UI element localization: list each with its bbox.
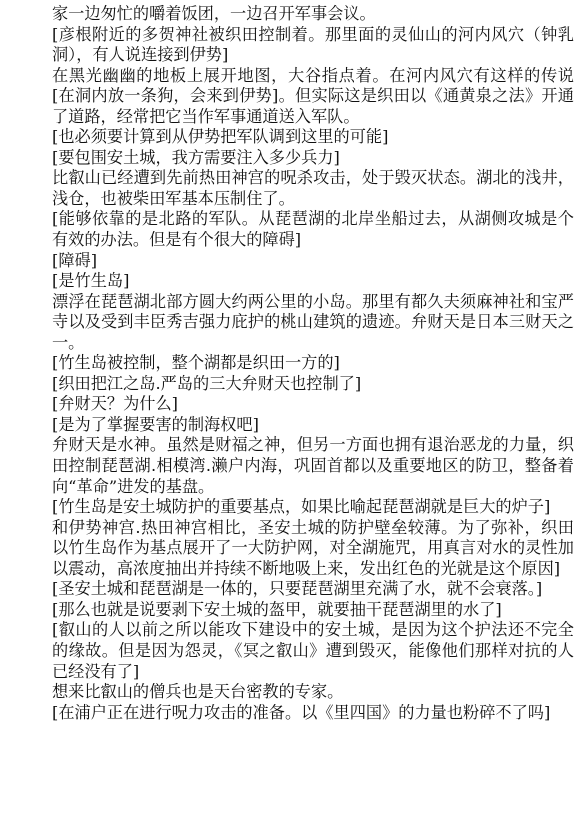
paragraph-13: [弁财天？为什么] xyxy=(52,394,178,414)
paragraph-3: 在黑光幽幽的地板上展开地图，大谷指点着。在河内风穴有这样的传说[在洞内放一条狗，会来到伊势]。但实际这是织田以《通黄泉之法》开通了道路，经常把它当作军事通道送入军队。 xyxy=(52,65,574,126)
paragraph-17: 和伊势神宫.热田神宫相比，圣安土城的防护壁垒较薄。为了弥补，织田以竹生岛作为基点展开了一大防护网，对全湖施咒，用真言对水的灵性加以震动，高浓度抽出并持续不断地吸上来，发出红色的光就是这个原因] xyxy=(52,517,574,578)
paragraph-6: 比叡山已经遭到先前热田神宫的呪杀攻击，处于毁灭状态。湖北的浅井，浅仓，也被柴田军基本压制住了。 xyxy=(52,168,574,208)
paragraph-19: [那么也就是说要剥下安土城的盔甲，就要抽干琵琶湖里的水了] xyxy=(52,599,502,619)
paragraph-14: [是为了掌握要害的制海权吧] xyxy=(52,414,259,434)
paragraph-18: [圣安土城和琵琶湖是一体的，只要琵琶湖里充满了水，就不会衰落。] xyxy=(52,579,543,599)
paragraph-2: [彦根附近的多贺神社被织田控制着。那里面的灵仙山的河内风穴（钟乳洞），有人说连接到伊势] xyxy=(52,24,574,65)
paragraph-20: [叡山的人以前之所以能攻下建设中的安土城，是因为这个护法还不完全的缘故。但是因为怨灵，《冥之叡山》遭到毁灭，能像他们那样对抗的人已经没有了] xyxy=(52,620,574,681)
paragraph-4: [也必须要计算到从伊势把军队调到这里的可能] xyxy=(52,127,389,147)
paragraph-7: [能够依靠的是北路的军队。从琵琶湖的北岸坐船过去，从湖侧攻城是个有效的办法。但是有个很大的障碍] xyxy=(52,209,574,250)
paragraph-1: 家一边匆忙的嚼着饭团，一边召开军事会议。 xyxy=(52,4,376,23)
paragraph-10: 漂浮在琵琶湖北部方圆大约两公里的小岛。那里有都久夫须麻神社和宝严寺以及受到丰臣秀吉强力庇护的桃山建筑的遗迹。弁财天是日本三财天之一。 xyxy=(52,291,574,352)
paragraph-11: [竹生岛被控制，整个湖都是织田一方的] xyxy=(52,353,340,373)
paragraph-22: [在浦户正在进行呪力攻击的准备。以《里四国》的力量也粉碎不了吗] xyxy=(52,702,551,722)
paragraph-5: [要包围安土城，我方需要注入多少兵力] xyxy=(52,147,340,167)
document-page xyxy=(52,4,574,723)
paragraph-8: [障碍] xyxy=(52,250,98,270)
paragraph-21: 想来比叡山的僧兵也是天台密教的专家。 xyxy=(52,682,344,702)
paragraph-15: 弁财天是水神。虽然是财福之神，但另一方面也拥有退治恶龙的力量，织田控制琵琶湖.相模湾.濑户内海，巩固首都以及重要地区的防卫，整备着向“革命”进发的基盘。 xyxy=(52,435,574,496)
paragraph-9: [是竹生岛] xyxy=(52,271,130,291)
paragraph-12: [织田把江之岛.严岛的三大弁财天也控制了] xyxy=(52,373,362,393)
paragraph-16: [竹生岛是安土城防护的重要基点，如果比喻起琵琶湖就是巨大的炉子] xyxy=(52,497,551,517)
